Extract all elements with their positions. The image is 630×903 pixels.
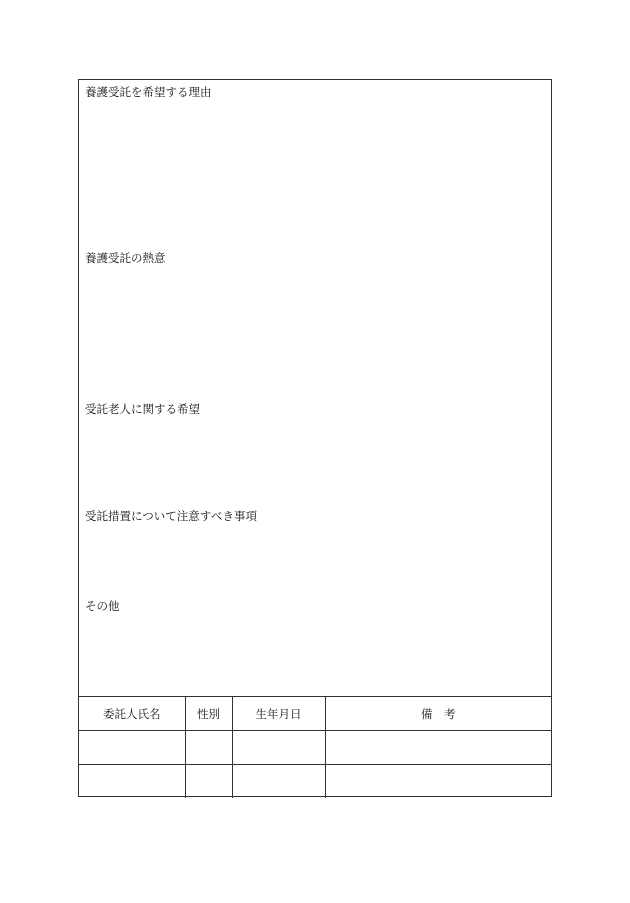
header-consignee-name: 委託人氏名 [79, 697, 185, 731]
table-row [79, 731, 551, 765]
cell-sex[interactable] [185, 765, 232, 799]
header-birth-date: 生年月日 [232, 697, 325, 731]
consignee-table [79, 696, 551, 798]
table-header-row [79, 697, 551, 731]
section-label-precautions: 受託措置について注意すべき事項 [85, 509, 258, 523]
cell-consignee-name[interactable] [79, 731, 185, 765]
cell-birth-date[interactable] [232, 731, 325, 765]
section-label-reason: 養護受託を希望する理由 [85, 85, 212, 99]
section-label-enthusiasm: 養護受託の熱意 [85, 251, 166, 265]
application-form [78, 79, 552, 797]
section-label-elderly-preference: 受託老人に関する希望 [85, 402, 200, 416]
cell-consignee-name[interactable] [79, 765, 185, 799]
table-row [79, 765, 551, 799]
cell-sex[interactable] [185, 731, 232, 765]
header-remarks: 備 考 [325, 697, 551, 731]
cell-remarks[interactable] [325, 731, 551, 765]
section-label-other: その他 [85, 599, 120, 613]
header-sex: 性別 [185, 697, 232, 731]
cell-birth-date[interactable] [232, 765, 325, 799]
cell-remarks[interactable] [325, 765, 551, 799]
